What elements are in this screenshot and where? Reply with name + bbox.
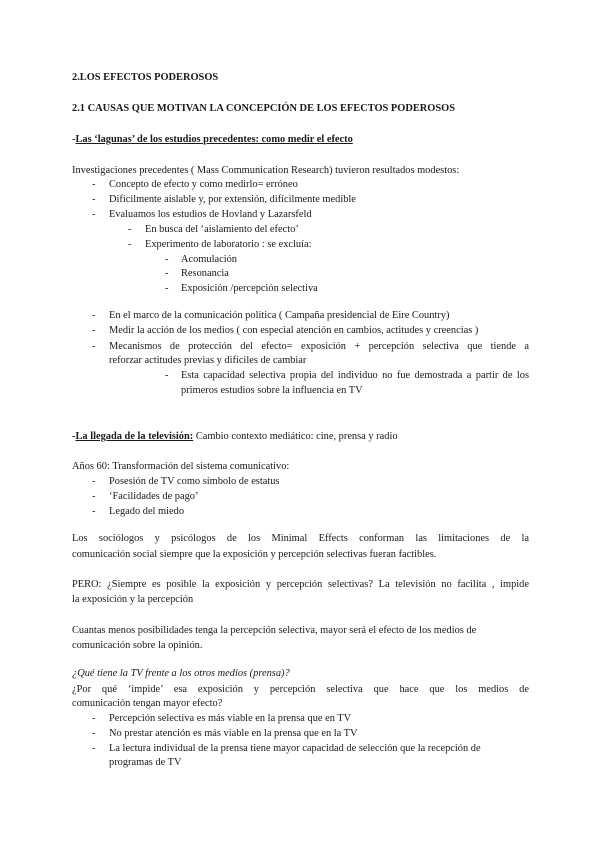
list-item: La lectura individual de la prensa tiene mayor capacidad de selección que la recepción de <box>109 743 481 754</box>
sub-list-item-continuation: primeros estudios sobre la influencia en TV <box>181 385 363 396</box>
bullet-dash: - <box>92 325 96 336</box>
list-item: Concepto de efecto y como medirlo= erróneo <box>109 179 298 190</box>
sub-sub-list-item: Resonancia <box>181 268 229 279</box>
list-item: ‘Facilidades de pago’ <box>109 491 199 502</box>
list-item: Evaluamos los estudios de Hovland y Lazarsfeld <box>109 209 312 220</box>
list-item-continuation: programas de TV <box>109 757 182 768</box>
sub-list-item: En busca del ‘aislamiento del efecto’ <box>145 224 299 235</box>
bullet-dash: - <box>165 268 169 279</box>
bullet-dash: - <box>165 370 169 381</box>
bullet-dash: - <box>92 728 96 739</box>
bullet-dash: - <box>128 224 132 235</box>
intro-line: Investigaciones precedentes ( Mass Communication Research) tuvieron resultados modestos: <box>72 165 460 176</box>
heading-section-2-1: 2.1 CAUSAS QUE MOTIVAN LA CONCEPCIÓN DE LOS EFECTOS PODEROSOS <box>72 103 455 114</box>
bullet-dash: - <box>92 491 96 502</box>
bullet-dash: - <box>92 506 96 517</box>
bullet-dash: - <box>165 283 169 294</box>
heading-television-rest: Cambio contexto mediático: cine, prensa y radio <box>193 431 398 442</box>
sub-list-item: Esta capacidad selectiva propia del individuo no fue demostrada a partir de los <box>181 370 529 381</box>
paragraph-line: la exposición y la percepción <box>72 594 194 605</box>
question-italic: ¿Qué tiene la TV frente a los otros medios (prensa)? <box>72 668 290 679</box>
paragraph-line: Cuantas menos posibilidades tenga la percepción selectiva, mayor será el efecto de los medios de <box>72 625 477 636</box>
bullet-dash: - <box>92 713 96 724</box>
heading-section-2: 2.LOS EFECTOS PODEROSOS <box>72 72 219 83</box>
list-item: Mecanismos de protección del efecto= exposición + percepción selectiva que tiende a <box>109 341 529 352</box>
anos-line: Años 60: Transformación del sistema comunicativo: <box>72 461 290 472</box>
heading-prefix: - <box>72 134 76 145</box>
bullet-dash: - <box>92 341 96 352</box>
paragraph-line: PERO: ¿Siempre es posible la exposición y percepción selectivas? La televisión no facilita , impide <box>72 579 529 590</box>
bullet-dash: - <box>92 194 96 205</box>
heading-television-text: La llegada de la televisión: <box>75 431 194 442</box>
paragraph-line: Los sociólogos y psicólogos de los Minimal Effects conforman las limitaciones de la <box>72 533 529 544</box>
bullet-dash: - <box>92 476 96 487</box>
sub-sub-list-item: Exposición /percepción selectiva <box>181 283 318 294</box>
question-line: comunicación tengan mayor efecto? <box>72 698 223 709</box>
question-line: ¿Por qué ‘impide’ esa exposición y percepción selectiva que hace que los medios de <box>72 684 529 695</box>
list-item: Dificilmente aislable y, por extensión, difícilmente medible <box>109 194 356 205</box>
bullet-dash: - <box>92 179 96 190</box>
bullet-dash: - <box>92 209 96 220</box>
sub-list-item: Experimento de laboratorio : se excluía: <box>145 239 312 250</box>
bullet-dash: - <box>92 743 96 754</box>
list-item: No prestar atención es más viable en la prensa que en la TV <box>109 728 358 739</box>
heading-television <box>72 430 398 444</box>
list-item: Posesión de TV como símbolo de estatus <box>109 476 280 487</box>
sub-sub-list-item: Acomulación <box>181 254 237 265</box>
bullet-dash: - <box>165 254 169 265</box>
bullet-dash: - <box>92 310 96 321</box>
list-item: En el marco de la comunicación política ( Campaña presidencial de Eire Country) <box>109 310 450 321</box>
list-item: Legado del miedo <box>109 506 185 517</box>
list-item: Percepción selectiva es más viable en la prensa que en TV <box>109 713 352 724</box>
heading-lagunas-text: Las ‘lagunas’ de los estudios precedentes: como medir el efecto <box>75 134 353 145</box>
heading-prefix: - <box>72 431 76 442</box>
paragraph-line: comunicación social siempre que la exposición y percepción selectivas fueran factibles. <box>72 549 437 560</box>
bullet-dash: - <box>128 239 132 250</box>
list-item-continuation: reforzar actitudes previas y difíciles de cambiar <box>109 355 307 366</box>
list-item: Medir la acción de los medios ( con especial atención en cambios, actitudes y creencias ) <box>109 325 479 336</box>
heading-lagunas <box>72 133 353 147</box>
paragraph-line: comunicación sobre la opinión. <box>72 640 203 651</box>
